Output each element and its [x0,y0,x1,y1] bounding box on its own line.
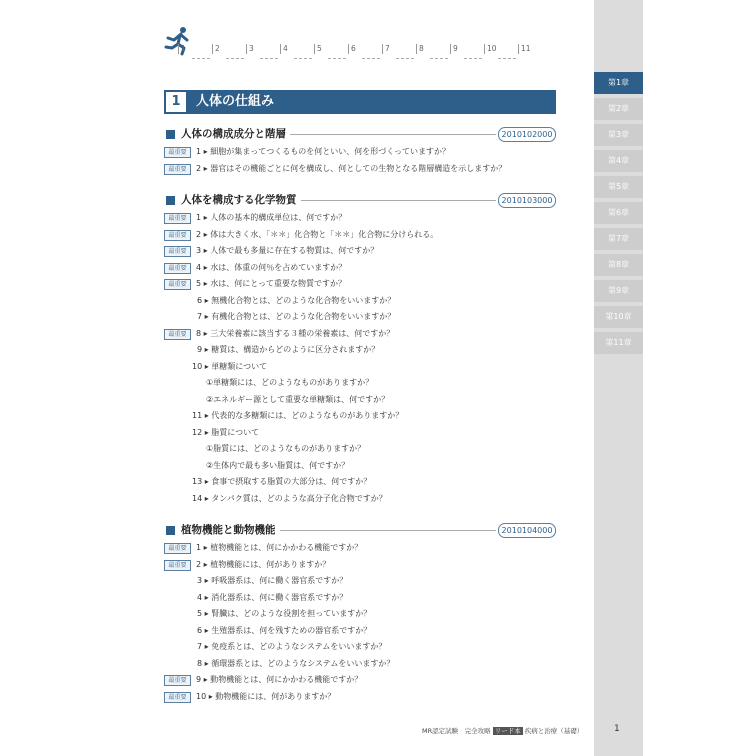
priority-badge: 最重要 [164,164,191,175]
chapter-tab[interactable]: 第7章 [594,228,643,250]
priority-badge: 最重要 [164,213,191,224]
section-marker [166,526,175,535]
chapter-tab[interactable]: 第3章 [594,124,643,146]
progress-dash [498,58,516,59]
section-marker [166,196,175,205]
chapter-title: 人体の仕組み [196,94,275,109]
progress-dash [396,58,414,59]
section-header [164,127,556,143]
priority-badge: 最重要 [164,147,191,158]
progress-step: 9 [450,44,458,54]
section-code: 2010102000 [498,127,556,142]
question-item: 4 ▸ 水は、体重の何％を占めていますか？ [196,262,347,272]
question-item: 3 ▸ 人体で最も多量に存在する物質は、何ですか？ [196,246,379,255]
question-item: 5 ▸ 水は、何にとって重要な物質ですか？ [196,279,347,288]
footer-tag: リード本 [494,727,521,735]
progress-step: 6 [348,44,356,54]
section-title: 人体を構成する化学物質 [181,193,301,208]
progress-dash [192,58,210,59]
section-code: 2010104000 [498,523,556,538]
chapter-tab[interactable]: 第4章 [594,150,643,172]
question-item: 1 ▸ 植物機能とは、何にかかわる機能ですか？ [196,543,363,552]
footer-subject: 疾病と治療（基礎） [524,727,584,735]
question-item: 8 ▸ 循環器系とは、どのようなシステムをいいますか？ [197,658,395,668]
question-item: 9 ▸ 動物機能とは、何にかかわる機能ですか？ [196,675,363,684]
priority-badge: 最重要 [164,279,191,290]
question-item: 2 ▸ 体は大きく水、「＊＊」化合物と「＊＊」化合物に分けられる。 [196,229,439,239]
progress-dash [294,58,312,59]
question-item: 1 ▸ 人体の基本的構成単位は、何ですか？ [196,213,347,222]
question-item: 7 ▸ 免疫系とは、どのようなシステムをいいますか？ [197,642,387,651]
question-item: 6 ▸ 無機化合物とは、どのような化合物をいいますか？ [197,295,396,305]
footer [422,726,583,735]
page-number: 1 [614,724,620,734]
priority-badge: 最重要 [164,263,191,274]
priority-badge: 最重要 [164,692,191,703]
question-item: 6 ▸ 生殖器系は、何を残すための器官系ですか？ [197,625,372,635]
chapter-progress [178,44,556,60]
progress-step: 11 [518,44,531,54]
chapter-tab[interactable]: 第6章 [594,202,643,224]
progress-dash [260,58,278,59]
progress-step: 5 [314,44,322,54]
chapter-tab[interactable]: 第9章 [594,280,643,302]
section-title: 人体の構成成分と階層 [181,127,290,142]
question-item: ②生体内で最も多い脂質は、何ですか？ [206,460,350,470]
question-item: 4 ▸ 消化器系は、何に働く器官系ですか？ [197,592,348,602]
section-header [164,523,556,539]
progress-step: 10 [484,44,497,54]
progress-step: 2 [212,44,220,54]
question-item: 1 ▸ 細胞が集まってつくるものを何といい、何を形づくっていますか？ [196,147,451,156]
question-item: 7 ▸ 有機化合物とは、どのような化合物をいいますか？ [197,312,396,321]
progress-dash [362,58,380,59]
question-item: 9 ▸ 糖質は、構造からどのように区分されますか？ [197,345,380,354]
chapter-tab[interactable]: 第1章 [594,72,643,94]
question-item: 11 ▸ 代表的な多糖類には、どのようなものがありますか？ [192,411,404,420]
question-item: 2 ▸ 器官はその機能ごとに何を構成し、何としての生物となる階層構造を示しますか？ [196,163,507,173]
chapter-tab[interactable]: 第10章 [594,306,643,328]
priority-badge: 最重要 [164,329,191,340]
question-item: 10 ▸ 動物機能には、何がありますか？ [196,691,336,701]
question-item: ①脂質には、どのようなものがありますか？ [206,444,366,453]
chapter-title-bar [164,90,556,114]
priority-badge: 最重要 [164,543,191,554]
priority-badge: 最重要 [164,675,191,686]
question-item: 13 ▸ 食事で摂取する脂質の大部分は、何ですか？ [192,477,372,486]
progress-step: 3 [246,44,254,54]
progress-dash [430,58,448,59]
priority-badge: 最重要 [164,560,191,571]
chapter-tab[interactable]: 第5章 [594,176,643,198]
progress-dash [226,58,244,59]
section-title: 植物機能と動物機能 [181,523,280,538]
question-item: ②エネルギー源として重要な単糖類は、何ですか？ [206,394,390,404]
progress-step: 1 [178,44,186,54]
progress-step: 8 [416,44,424,54]
priority-badge: 最重要 [164,246,191,257]
question-item: ①単糖類には、どのようなものがありますか？ [206,378,374,387]
progress-step: 7 [382,44,390,54]
footer-exam: MR認定試験 完全攻略 [422,727,491,735]
progress-dash [328,58,346,59]
question-item: 3 ▸ 呼吸器系は、何に働く器官系ですか？ [197,576,348,585]
question-item: 12 ▸ 脂質について [192,427,260,437]
question-item: 10 ▸ 単糖類について [192,361,268,371]
priority-badge: 最重要 [164,230,191,241]
section-marker [166,130,175,139]
question-item: 8 ▸ 三大栄養素に該当する３種の栄養素は、何ですか？ [196,328,395,338]
progress-dash [464,58,482,59]
chapter-tab[interactable]: 第8章 [594,254,643,276]
question-item: 2 ▸ 植物機能には、何がありますか？ [196,559,331,569]
section-header [164,193,556,209]
chapter-tab[interactable]: 第11章 [594,332,643,354]
progress-step: 4 [280,44,288,54]
section-code: 2010103000 [498,193,556,208]
question-item: 14 ▸ タンパク質は、どのような高分子化合物ですか？ [192,493,387,503]
chapter-number: 1 [164,90,188,114]
chapter-tab[interactable]: 第2章 [594,98,643,120]
question-item: 5 ▸ 腎臓は、どのような役割を担っていますか？ [197,609,372,618]
